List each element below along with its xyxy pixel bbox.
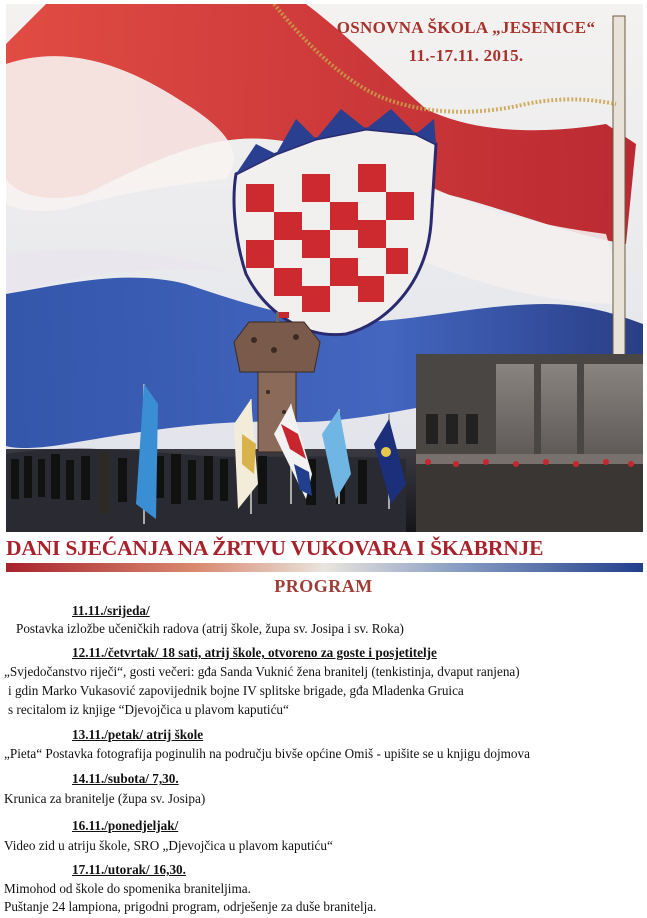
event-dates: 11.-17.11. 2015. xyxy=(408,46,524,65)
event-day-6: 17.11./utorak/ 16,30. xyxy=(72,862,186,877)
event-2-line-2: i gdin Marko Vukasović zapovijednik bojne IV splitske brigade, gđa Mladenka Gruica xyxy=(8,683,464,698)
event-day-5: 16.11./ponedjeljak/ xyxy=(72,818,179,833)
event-5-line-1: Video zid u atriju škole, SRO „Djevojčica u plavom kaputiću“ xyxy=(4,838,333,853)
page-title: DANI SJEĆANJA NA ŽRTVU VUKOVARA I ŠKABRNJE xyxy=(6,536,544,560)
event-2-line-1: „Svjedočanstvo riječi“, gosti večeri: gđa Sanda Vuknić žena branitelj (tenkistinja, dvaput ranjena) xyxy=(4,664,520,679)
event-day-3: 13.11./petak/ atrij škole xyxy=(72,727,204,742)
event-2-line-3: s recitalom iz knjige “Djevojčica u plavom kaputiću“ xyxy=(8,702,289,717)
event-6-line-1: Mimohod od škole do spomenika braniteljima. xyxy=(4,881,251,896)
event-6-line-2: Puštanje 24 lampiona, prigodni program, odrješenje za duše branitelja. xyxy=(4,899,377,914)
hero-image xyxy=(6,4,643,532)
event-4-line-1: Krunica za branitelje (župa sv. Josipa) xyxy=(4,791,206,806)
title-gradient-rule xyxy=(6,563,643,572)
event-day-4: 14.11./subota/ 7,30. xyxy=(72,771,179,786)
school-header xyxy=(306,14,626,70)
school-name: OSNOVNA ŠKOLA „JESENICE“ xyxy=(336,18,596,37)
event-1-line-1: Postavka izložbe učeničkih radova (atrij škole, župa sv. Josipa i sv. Roka) xyxy=(16,621,404,636)
event-day-1: 11.11./srijeda/ xyxy=(72,603,150,618)
program-heading: PROGRAM xyxy=(274,576,373,596)
event-3-line-1: „Pieta“ Postavka fotografija poginulih na području bivše općine Omiš - upišite se u knjigu dojmova xyxy=(4,746,530,761)
event-day-2: 12.11./četvrtak/ 18 sati, atrij škole, otvoreno za goste i posjetitelje xyxy=(72,645,437,660)
